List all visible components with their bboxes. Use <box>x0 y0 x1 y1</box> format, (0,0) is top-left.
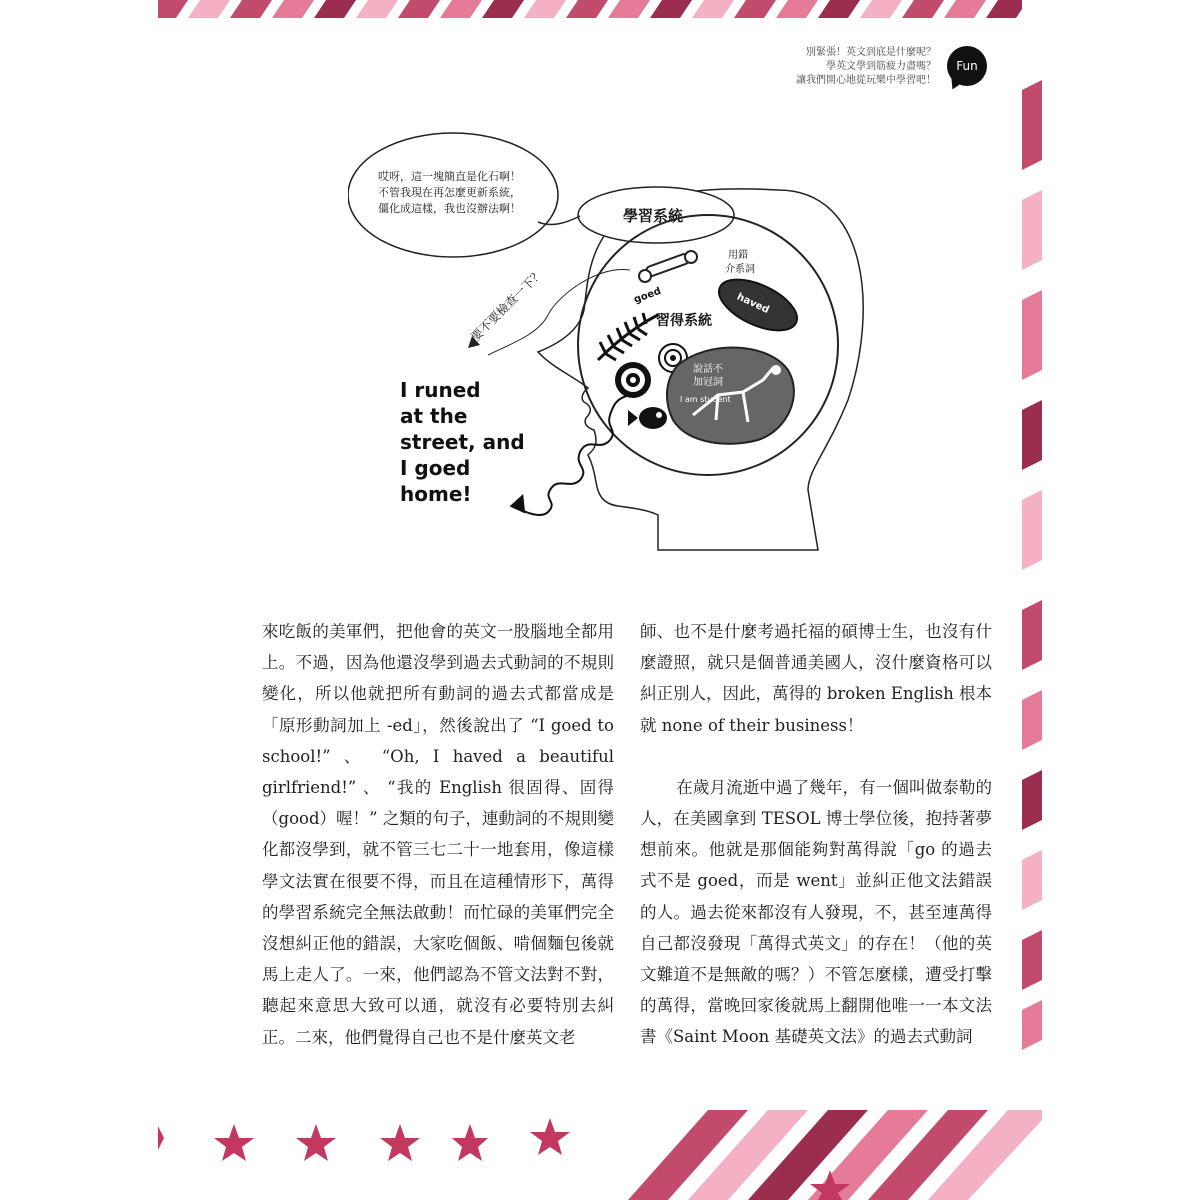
spoken-line-2: at the <box>400 404 468 428</box>
tagline-line-1: 別緊張！英文到底是什麼呢？ <box>806 47 936 58</box>
wrong-preposition-line-2: 介系詞 <box>725 264 755 275</box>
body-column-left <box>262 616 614 1053</box>
spoken-line-4: I goed <box>400 456 471 480</box>
tagline-line-2: 學英文學到筋疲力盡嗎？ <box>826 61 936 72</box>
top-stripe-band <box>158 0 1042 18</box>
brain-illustration <box>348 130 868 560</box>
speech-line-2: 不管我現在再怎麼更新系統， <box>378 186 521 199</box>
spoken-sentence <box>400 378 525 506</box>
wrong-preposition-line-1: 用錯 <box>728 250 748 261</box>
page <box>158 0 1042 1200</box>
article-line-2: 加冠詞 <box>693 377 723 388</box>
bottom-decoration <box>158 1110 1042 1200</box>
speech-arrow-head <box>508 494 533 519</box>
speech-line-3: 僵化成這樣，我也沒辦法啊！ <box>378 202 521 215</box>
haved-label: haved <box>735 291 771 316</box>
right-column-paragraph-2: 在歲月流逝中過了幾年，有一個叫做泰勒的人，在美國拿到 TESOL 博士學位後，抱持著夢想前來。他就是那個能夠對萬得說「go 的過去式不是 goed，而是 went」並糾正他文法錯誤的人。過去從來都沒有人發現，不，甚至連萬得自己都沒發現「萬得式英文」的存在！（他的英文難道不是無敵的嗎？）不管怎麼樣，遭受打擊的萬得，當晚回家後就馬上翻開他唯一一本文法書《Saint Moon 基礎英文法》的過去式動詞 <box>640 777 992 1047</box>
spoken-line-3: street, and <box>400 430 525 454</box>
learning-system-label: 學習系統 <box>623 207 684 225</box>
right-stripe-band <box>1022 0 1042 1200</box>
goed-label: goed <box>632 285 663 306</box>
spoken-line-1: I runed <box>400 378 481 402</box>
tagline-line-3: 讓我們開心地從玩樂中學習吧！ <box>796 75 936 86</box>
i-am-student-label: I am student <box>680 395 731 404</box>
left-column-paragraph: 來吃飯的美軍們，把他會的英文一股腦地全都用上。不過，因為他還沒學到過去式動詞的不規則變化，所以他就把所有動詞的過去式都當成是「原形動詞加上 -ed」，然後說出了 “I goed to school!” 、 “Oh, I haved a beautiful girlfriend!” 、 “我的 English 很固得、固得（good）喔！” 之類的句子，連動詞的不規則變化都沒學到，就不管三七二十一地套用，像這樣學文法實在很要不得，而且在這種情形下，萬得的學習系統完全無法啟動！而忙碌的美軍們完全沒想糾正他的錯誤，大家吃個飯、啃個麵包後就馬上走人了。一來，他們認為不管文法對不對，聽起來意思大致可以通，就沒有必要特別去糾正。二來，他們覺得自己也不是什麼英文老 <box>262 622 614 1047</box>
ammonite-fossil-large <box>615 362 651 398</box>
speech-line-1: 哎呀，這一塊簡直是化石啊！ <box>378 170 521 183</box>
acquired-system-label: 習得系統 <box>656 313 712 329</box>
spoken-line-5: home! <box>400 482 472 506</box>
star-row <box>158 1118 570 1161</box>
check-arrow-text: 要不要檢查一下？ <box>468 266 547 345</box>
right-column-paragraph-1: 師、也不是什麼考過托福的碩博士生，也沒有什麼證照，就只是個普通美國人，沒什麼資格可以糾正別人，因此，萬得的 broken English 根本就 none of their business！ <box>640 622 992 735</box>
body-column-right <box>640 616 992 1053</box>
article-line-1: 說話不 <box>693 364 723 375</box>
header-tagline <box>768 46 936 88</box>
fun-badge: Fun <box>947 46 987 86</box>
